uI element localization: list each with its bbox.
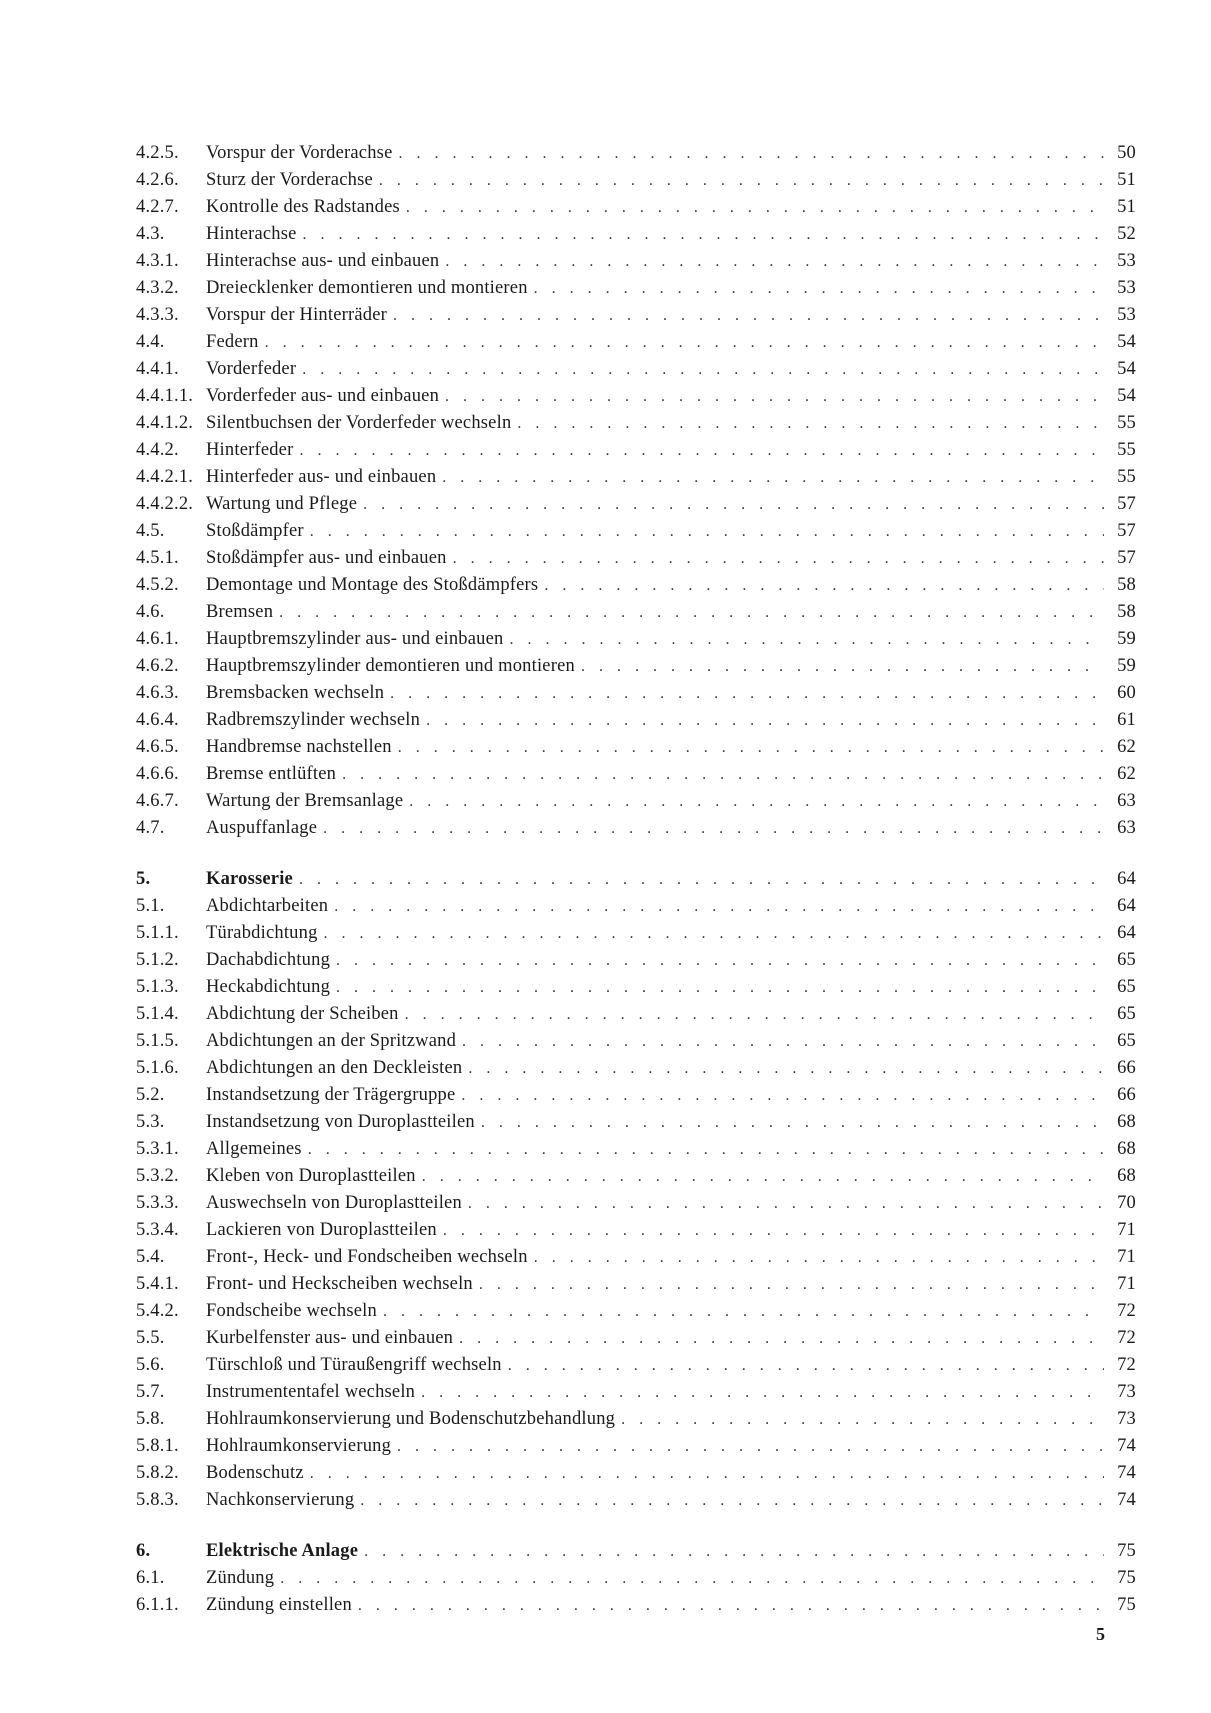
toc-page-number: 58	[1117, 602, 1136, 622]
toc-entry	[136, 410, 1136, 437]
toc-section-title: Abdichtarbeiten	[206, 896, 329, 916]
toc-entry	[136, 1565, 1136, 1592]
toc-section-title: Vorderfeder	[206, 359, 297, 379]
toc-section-number: 5.	[136, 869, 151, 889]
toc-leader-dots	[517, 410, 1104, 437]
toc-section-title: Sturz der Vorderachse	[206, 170, 373, 190]
toc-section-number: 5.4.1.	[136, 1274, 179, 1294]
toc-section-number: 6.1.1.	[136, 1595, 179, 1615]
toc-leader-dots	[299, 437, 1104, 464]
toc-leader-dots	[461, 1082, 1104, 1109]
toc-page-number: 60	[1117, 683, 1136, 703]
toc-page-number: 70	[1117, 1193, 1136, 1213]
toc-section-number: 4.3.	[136, 224, 165, 244]
toc-leader-dots	[334, 893, 1104, 920]
toc-section-number: 4.6.7.	[136, 791, 179, 811]
toc-leader-dots	[393, 302, 1104, 329]
toc-leader-dots	[426, 707, 1104, 734]
toc-section-title: Kurbelfenster aus- und einbauen	[206, 1328, 454, 1348]
toc-section-title: Fondscheibe wechseln	[206, 1301, 377, 1321]
toc-entry	[136, 221, 1136, 248]
toc-leader-dots	[336, 947, 1104, 974]
toc-page-number: 66	[1117, 1085, 1136, 1105]
toc-entry	[136, 947, 1136, 974]
toc-section-number: 5.6.	[136, 1355, 165, 1375]
toc-section-number: 4.7.	[136, 818, 165, 838]
toc-section-number: 5.1.	[136, 896, 165, 916]
toc-section-title: Abdichtung der Scheiben	[206, 1004, 399, 1024]
toc-entry	[136, 1082, 1136, 1109]
toc-leader-dots	[409, 788, 1104, 815]
toc-page-number: 55	[1117, 413, 1136, 433]
toc-section-number: 5.1.6.	[136, 1058, 179, 1078]
toc-entry	[136, 1217, 1136, 1244]
toc-leader-dots	[358, 1592, 1104, 1619]
toc-section-number: 5.7.	[136, 1382, 165, 1402]
toc-page-number: 53	[1117, 278, 1136, 298]
toc-leader-dots	[364, 1538, 1104, 1565]
toc-section-number: 4.4.2.	[136, 440, 179, 460]
toc-section-title: Silentbuchsen der Vorderfeder wechseln	[206, 413, 512, 433]
toc-entry	[136, 140, 1136, 167]
toc-page-number: 63	[1117, 818, 1136, 838]
toc-section-title: Elektrische Anlage	[206, 1541, 359, 1561]
toc-section-title: Instandsetzung von Duroplastteilen	[206, 1112, 475, 1132]
toc-entry	[136, 356, 1136, 383]
toc-leader-dots	[280, 1565, 1104, 1592]
toc-leader-dots	[621, 1406, 1104, 1433]
toc-section-title: Instandsetzung der Trägergruppe	[206, 1085, 456, 1105]
toc-leader-dots	[508, 1352, 1104, 1379]
toc-leader-dots	[443, 1217, 1104, 1244]
toc-section-title: Hinterfeder	[206, 440, 294, 460]
toc-section-number: 5.5.	[136, 1328, 165, 1348]
toc-section-title: Front- und Heckscheiben wechseln	[206, 1274, 473, 1294]
toc-entry	[136, 1271, 1136, 1298]
toc-entry	[136, 302, 1136, 329]
toc-section-title: Lackieren von Duroplastteilen	[206, 1220, 437, 1240]
toc-chapter-entry	[136, 1538, 1136, 1565]
toc-entry	[136, 194, 1136, 221]
toc-section-title: Instrumententafel wechseln	[206, 1382, 416, 1402]
toc-page-number: 71	[1117, 1247, 1136, 1267]
toc-page-number: 55	[1117, 440, 1136, 460]
toc-page-number: 68	[1117, 1166, 1136, 1186]
toc-page-number: 57	[1117, 521, 1136, 541]
toc-section-number: 4.5.1.	[136, 548, 179, 568]
toc-leader-dots	[299, 866, 1104, 893]
toc-section-title: Stoßdämpfer	[206, 521, 304, 541]
toc-section-number: 4.2.7.	[136, 197, 179, 217]
toc-page-number: 74	[1117, 1490, 1136, 1510]
toc-page-number: 68	[1117, 1139, 1136, 1159]
toc-section-title: Allgemeines	[206, 1139, 302, 1159]
toc-section-number: 4.6.6.	[136, 764, 179, 784]
toc-entry	[136, 1298, 1136, 1325]
toc-page-number: 65	[1117, 1004, 1136, 1024]
toc-page-number: 71	[1117, 1274, 1136, 1294]
toc-leader-dots	[445, 248, 1104, 275]
toc-leader-dots	[398, 734, 1104, 761]
toc-entry	[136, 1352, 1136, 1379]
toc-leader-dots	[279, 599, 1104, 626]
toc-section-number: 4.2.5.	[136, 143, 179, 163]
toc-section-title: Wartung der Bremsanlage	[206, 791, 404, 811]
toc-section-title: Bremsen	[206, 602, 274, 622]
toc-page-number: 65	[1117, 950, 1136, 970]
toc-leader-dots	[324, 920, 1104, 947]
toc-section-title: Hinterachse aus- und einbauen	[206, 251, 440, 271]
toc-entry	[136, 815, 1136, 842]
toc-section-title: Türschloß und Türaußengriff wechseln	[206, 1355, 502, 1375]
toc-section-title: Radbremszylinder wechseln	[206, 710, 421, 730]
toc-section-number: 5.3.4.	[136, 1220, 179, 1240]
toc-entry	[136, 1379, 1136, 1406]
toc-section-number: 5.8.	[136, 1409, 165, 1429]
toc-entry	[136, 1001, 1136, 1028]
toc-leader-dots	[379, 167, 1104, 194]
toc-section-number: 4.6.5.	[136, 737, 179, 757]
toc-section-number: 5.3.2.	[136, 1166, 179, 1186]
toc-page-number: 65	[1117, 1031, 1136, 1051]
toc-entry	[136, 167, 1136, 194]
toc-leader-dots	[581, 653, 1104, 680]
toc-leader-dots	[363, 491, 1104, 518]
toc-leader-dots	[442, 464, 1104, 491]
toc-section-number: 4.3.2.	[136, 278, 179, 298]
toc-section-number: 5.8.3.	[136, 1490, 179, 1510]
toc-entry	[136, 626, 1136, 653]
toc-section-number: 4.3.3.	[136, 305, 179, 325]
toc-leader-dots	[360, 1487, 1104, 1514]
toc-section-number: 4.5.	[136, 521, 165, 541]
toc-entry	[136, 788, 1136, 815]
toc-entry	[136, 572, 1136, 599]
toc-page-number: 75	[1117, 1595, 1136, 1615]
toc-leader-dots	[398, 140, 1104, 167]
toc-leader-dots	[310, 518, 1104, 545]
toc-section-title: Auspuffanlage	[206, 818, 318, 838]
toc-leader-dots	[405, 1001, 1104, 1028]
toc-section-number: 4.4.1.1.	[136, 386, 194, 406]
toc-entry	[136, 734, 1136, 761]
toc-leader-dots	[481, 1109, 1104, 1136]
toc-leader-dots	[479, 1271, 1104, 1298]
toc-section-number: 4.6.1.	[136, 629, 179, 649]
toc-section-title: Bremse entlüften	[206, 764, 337, 784]
toc-leader-dots	[265, 329, 1104, 356]
toc-section-title: Stoßdämpfer aus- und einbauen	[206, 548, 447, 568]
table-of-contents	[136, 140, 1136, 1619]
toc-leader-dots	[406, 194, 1104, 221]
toc-entry	[136, 518, 1136, 545]
toc-section-title: Vorspur der Hinterräder	[206, 305, 387, 325]
toc-section-title: Hauptbremszylinder demontieren und montieren	[206, 656, 575, 676]
toc-entry	[136, 974, 1136, 1001]
toc-section-title: Bremsbacken wechseln	[206, 683, 385, 703]
toc-page-number: 54	[1117, 359, 1136, 379]
toc-section-number: 4.4.2.2.	[136, 494, 194, 514]
toc-section-number: 5.1.3.	[136, 977, 179, 997]
toc-section-title: Abdichtungen an den Deckleisten	[206, 1058, 463, 1078]
toc-entry	[136, 1109, 1136, 1136]
toc-page-number: 72	[1117, 1328, 1136, 1348]
toc-section-title: Kleben von Duroplastteilen	[206, 1166, 416, 1186]
toc-leader-dots	[453, 545, 1104, 572]
toc-entry	[136, 329, 1136, 356]
toc-page-number: 53	[1117, 305, 1136, 325]
toc-entry	[136, 491, 1136, 518]
toc-entry	[136, 545, 1136, 572]
toc-section-number: 5.1.5.	[136, 1031, 179, 1051]
toc-section-title: Auswechseln von Duroplastteilen	[206, 1193, 462, 1213]
toc-entry	[136, 464, 1136, 491]
toc-section-title: Hinterfeder aus- und einbauen	[206, 467, 437, 487]
toc-section-title: Vorspur der Vorderachse	[206, 143, 393, 163]
toc-section-title: Bodenschutz	[206, 1463, 304, 1483]
toc-page-number: 55	[1117, 467, 1136, 487]
toc-section-title: Demontage und Montage des Stoßdämpfers	[206, 575, 539, 595]
toc-section-number: 5.4.2.	[136, 1301, 179, 1321]
toc-section-title: Wartung und Pflege	[206, 494, 358, 514]
toc-entry	[136, 707, 1136, 734]
toc-entry	[136, 1433, 1136, 1460]
toc-page-number: 59	[1117, 629, 1136, 649]
toc-entry	[136, 383, 1136, 410]
toc-section-number: 4.5.2.	[136, 575, 179, 595]
toc-leader-dots	[310, 1460, 1104, 1487]
toc-page-number: 73	[1117, 1382, 1136, 1402]
toc-page-number: 74	[1117, 1436, 1136, 1456]
toc-page-number: 58	[1117, 575, 1136, 595]
toc-leader-dots	[397, 1433, 1104, 1460]
toc-entry	[136, 248, 1136, 275]
toc-section-number: 6.	[136, 1541, 151, 1561]
toc-section-title: Hohlraumkonservierung	[206, 1436, 392, 1456]
toc-section-number: 4.3.1.	[136, 251, 179, 271]
toc-entry	[136, 680, 1136, 707]
toc-section-number: 4.4.1.	[136, 359, 179, 379]
toc-page-number: 72	[1117, 1301, 1136, 1321]
toc-section-title: Front-, Heck- und Fondscheiben wechseln	[206, 1247, 528, 1267]
toc-page-number: 52	[1117, 224, 1136, 244]
toc-leader-dots	[534, 275, 1104, 302]
toc-entry	[136, 1028, 1136, 1055]
toc-page-number: 59	[1117, 656, 1136, 676]
toc-section-title: Kontrolle des Radstandes	[206, 197, 400, 217]
toc-section-number: 4.6.	[136, 602, 165, 622]
toc-section-title: Zündung	[206, 1568, 275, 1588]
toc-section-number: 5.3.1.	[136, 1139, 179, 1159]
toc-section-title: Hinterachse	[206, 224, 297, 244]
toc-entry	[136, 761, 1136, 788]
toc-entry	[136, 893, 1136, 920]
toc-section-title: Dreiecklenker demontieren und montieren	[206, 278, 528, 298]
toc-page-number: 61	[1117, 710, 1136, 730]
toc-section-title: Türabdichtung	[206, 923, 318, 943]
toc-page-number: 65	[1117, 977, 1136, 997]
toc-leader-dots	[323, 815, 1104, 842]
toc-page-number: 73	[1117, 1409, 1136, 1429]
toc-leader-dots	[509, 626, 1104, 653]
toc-section-title: Heckabdichtung	[206, 977, 331, 997]
toc-page-number: 54	[1117, 332, 1136, 352]
toc-section-title: Hohlraumkonservierung und Bodenschutzbehandlung	[206, 1409, 616, 1429]
toc-entry	[136, 1325, 1136, 1352]
toc-section-number: 5.2.	[136, 1085, 165, 1105]
toc-page-number: 64	[1117, 869, 1136, 889]
toc-entry	[136, 1136, 1136, 1163]
toc-section-number: 5.1.1.	[136, 923, 179, 943]
toc-section-number: 4.6.3.	[136, 683, 179, 703]
toc-page-number: 74	[1117, 1463, 1136, 1483]
toc-leader-dots	[421, 1379, 1104, 1406]
toc-section-number: 5.1.4.	[136, 1004, 179, 1024]
toc-section-number: 5.3.3.	[136, 1193, 179, 1213]
toc-page-number: 51	[1117, 170, 1136, 190]
toc-section-number: 4.2.6.	[136, 170, 179, 190]
toc-section-number: 4.6.2.	[136, 656, 179, 676]
toc-section-title: Karosserie	[206, 869, 293, 889]
toc-entry	[136, 437, 1136, 464]
toc-leader-dots	[336, 974, 1104, 1001]
toc-entry	[136, 920, 1136, 947]
toc-entry	[136, 1244, 1136, 1271]
toc-leader-dots	[308, 1136, 1104, 1163]
toc-entry	[136, 1163, 1136, 1190]
toc-section-number: 5.8.2.	[136, 1463, 179, 1483]
toc-page-number: 54	[1117, 386, 1136, 406]
toc-entry	[136, 1460, 1136, 1487]
toc-page-number: 57	[1117, 548, 1136, 568]
toc-leader-dots	[459, 1325, 1104, 1352]
toc-page-number: 57	[1117, 494, 1136, 514]
toc-entry	[136, 1055, 1136, 1082]
toc-section-title: Nachkonservierung	[206, 1490, 355, 1510]
toc-leader-dots	[383, 1298, 1104, 1325]
toc-page-number: 62	[1117, 737, 1136, 757]
toc-leader-dots	[302, 356, 1104, 383]
toc-section-title: Zündung einstellen	[206, 1595, 352, 1615]
toc-chapter-entry	[136, 866, 1136, 893]
toc-section-title: Handbremse nachstellen	[206, 737, 392, 757]
toc-page-number: 71	[1117, 1220, 1136, 1240]
toc-leader-dots	[303, 221, 1104, 248]
toc-section-title: Federn	[206, 332, 259, 352]
toc-section-title: Hauptbremszylinder aus- und einbauen	[206, 629, 504, 649]
toc-leader-dots	[468, 1190, 1104, 1217]
toc-entry	[136, 653, 1136, 680]
toc-leader-dots	[342, 761, 1104, 788]
toc-section-title: Dachabdichtung	[206, 950, 331, 970]
toc-section-number: 4.4.	[136, 332, 165, 352]
toc-leader-dots	[445, 383, 1104, 410]
toc-entry	[136, 599, 1136, 626]
toc-page-number: 68	[1117, 1112, 1136, 1132]
toc-section-number: 4.4.1.2.	[136, 413, 194, 433]
toc-entry	[136, 275, 1136, 302]
toc-page-number: 50	[1117, 143, 1136, 163]
toc-leader-dots	[422, 1163, 1104, 1190]
toc-page-number: 75	[1117, 1541, 1136, 1561]
toc-page-number: 64	[1117, 896, 1136, 916]
toc-entry	[136, 1487, 1136, 1514]
toc-section-number: 5.8.1.	[136, 1436, 179, 1456]
toc-page-number: 62	[1117, 764, 1136, 784]
toc-leader-dots	[462, 1028, 1104, 1055]
toc-section-number: 4.6.4.	[136, 710, 179, 730]
toc-leader-dots	[534, 1244, 1104, 1271]
toc-section-title: Abdichtungen an der Spritzwand	[206, 1031, 457, 1051]
toc-section-number: 4.4.2.1.	[136, 467, 194, 487]
toc-page-number: 66	[1117, 1058, 1136, 1078]
toc-section-number: 5.4.	[136, 1247, 165, 1267]
toc-entry	[136, 1406, 1136, 1433]
toc-leader-dots	[390, 680, 1104, 707]
toc-page-number: 64	[1117, 923, 1136, 943]
toc-entry	[136, 1190, 1136, 1217]
toc-page-number: 51	[1117, 197, 1136, 217]
toc-page-number: 75	[1117, 1568, 1136, 1588]
toc-page-number: 63	[1117, 791, 1136, 811]
toc-section-title: Vorderfeder aus- und einbauen	[206, 386, 440, 406]
toc-leader-dots	[544, 572, 1104, 599]
toc-section-number: 5.3.	[136, 1112, 165, 1132]
toc-leader-dots	[468, 1055, 1104, 1082]
toc-entry	[136, 1592, 1136, 1619]
page-number: 5	[1096, 1624, 1105, 1644]
toc-page-number: 72	[1117, 1355, 1136, 1375]
toc-section-number: 6.1.	[136, 1568, 165, 1588]
toc-page-number: 53	[1117, 251, 1136, 271]
toc-section-number: 5.1.2.	[136, 950, 179, 970]
